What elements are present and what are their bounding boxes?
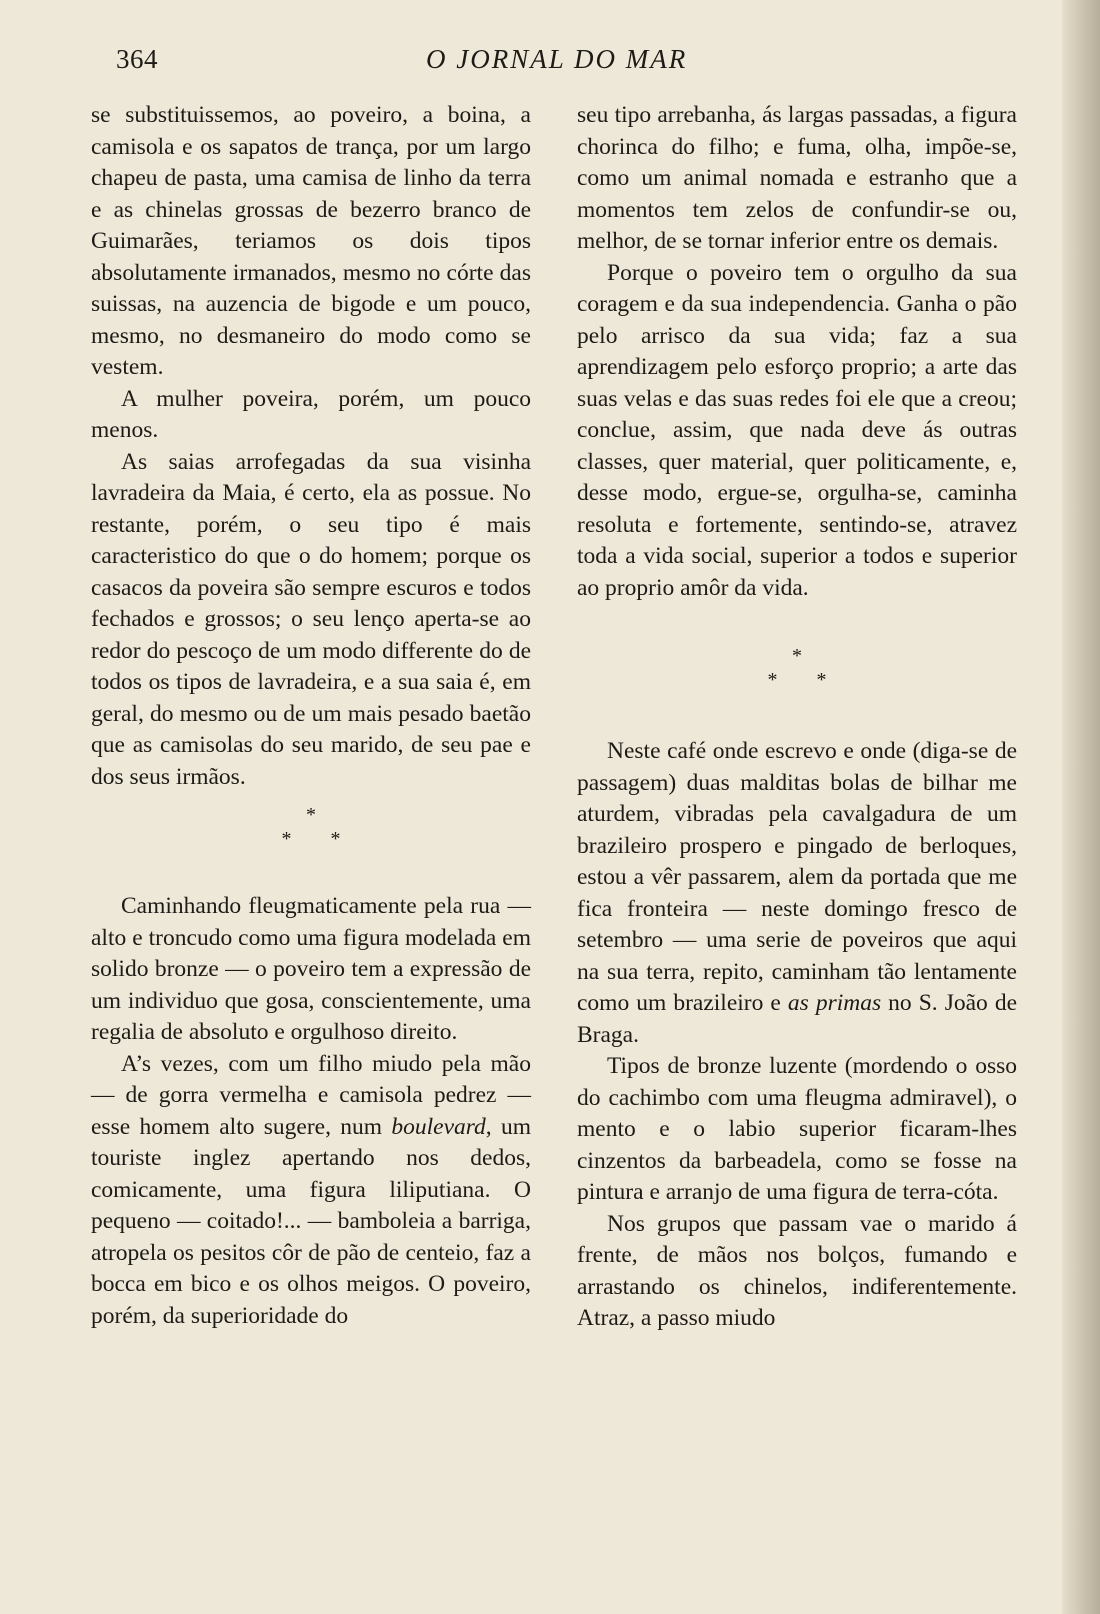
paragraph-text: Nos grupos que passam vae o marido á frente, de mãos nos bolços, fumando e arrastando os chinelos, indiferentemente. Atraz, a passo miudo [577,1210,1017,1331]
right-column [577,100,1017,1335]
paragraph-text: seu tipo arrebanha, ás largas passadas, a figura chorinca do filho; e fuma, olha, impõe-se, como um animal nomada e estranho que a momentos tem zelos de confundir-se ou, melhor, de se tornar inferior entre os demais. [577,102,1017,254]
paragraph [577,258,1017,605]
paragraph-text: se substituissemos, ao poveiro, a boina, a camisola e os sapatos de trança, por um largo chapeu de pasta, uma camisa de linho da terra e as chinelas grossas de bezerro branco de Guimarães, teriamos os dois tipos absolutamente irmanados, mesmo no córte das suissas, na auzencia de bigode e um pouco, mesmo, no desmaneiro do modo como se vestem. [91,102,531,380]
paragraph [577,100,1017,258]
left-column-paragraphs-after [91,891,531,1332]
paragraph [91,100,531,384]
asterism-bottom: * * [767,669,827,691]
section-break-asterism [577,644,1017,692]
left-column-paragraphs [91,100,531,793]
paragraph-text: , um touriste inglez apertando nos dedos, comicamente, uma figura liliputiana. O pequeno — coitado!... — bamboleia a barriga, atropela os pesitos côr de pão de centeio, faz a bocca em bico e os olhos meigos. O poveiro, porém, da superioridade do [91,1113,532,1329]
asterism-top: * [792,645,802,667]
paragraph-text: no S. João de Braga. [577,990,1018,1048]
paragraph [91,384,531,447]
paragraph [577,1209,1017,1335]
paragraph [91,447,531,794]
paragraph-text: A’s vezes, com um filho miudo pela mão — de gorra vermelha e camisola pedrez — esse homem alto sugere, num [91,1050,531,1140]
paragraph [577,1051,1017,1209]
italic-text: as primas [787,990,882,1016]
italic-text: boulevard [391,1113,486,1140]
paragraph [91,891,531,1049]
right-column-paragraphs-after [577,736,1017,1335]
right-column-paragraphs [577,100,1017,604]
paragraph-text: As saias arrofegadas da sua visinha lavradeira da Maia, é certo, ela as possue. No restante, porém, o seu tipo é mais caracteristico do que o do homem; porque os casacos da poveira são sempre escuros e todos fechados e grossos; o seu lenço aperta-se ao redor do pescoço de um modo differente do de todos os tipos de lavradeira, e a sua saia é, em geral, do mesmo ou de um mais pesado baetão que as camisolas do seu marido, de seu pae e dos seus irmãos. [91,448,531,790]
paragraph-text: Tipos de bronze luzente (mordendo o osso do cachimbo com uma fleugma admiravel), o mento e o labio superior ficaram-lhes cinzentos da barbeadela, como se fosse na pintura e arranjo de uma figura de terra-cóta. [577,1053,1017,1205]
paragraph [577,736,1017,1051]
paragraph-text: Neste café onde escrevo e onde (diga-se de passagem) duas malditas bolas de bilhar me aturdem, vibradas pela cavalgadura de um brazileiro prospero e pingado de berloques, estou a vêr passarem, alem da portada que me fica fronteira — neste domingo fresco de setembro — uma serie de poveiros que aqui na sua terra, repito, caminham tão lentamente como um brazileiro e [577,738,1017,1016]
page-header [116,44,1016,84]
asterism-bottom: * * [281,828,341,850]
paragraph-text: Caminhando fleugmaticamente pela rua — alto e troncudo como uma figura modelada em solido bronze — o poveiro tem a expressão de um individuo que gosa, conscientemente, uma regalia de absoluto e orgulhoso direito. [91,893,531,1045]
running-title: O JORNAL DO MAR [426,44,688,74]
page-number: 364 [116,44,158,74]
paragraph-text: Porque o poveiro tem o orgulho da sua coragem e da sua independencia. Ganha o pão pelo arrisco da sua vida; faz a sua aprendizagem pelo esforço proprio; a arte das suas velas e das suas redes foi ele que a creou; conclue, assim, que nada deve ás outras classes, quer material, quer politicamente, e, desse modo, ergue-se, orgulha-se, caminha resoluta e fortemente, sentindo-se, atravez toda a vida social, superior a todos e superior ao proprio amôr da vida. [577,259,1017,601]
paragraph [91,1049,531,1333]
asterism-top: * [306,804,316,826]
left-column [91,100,531,1332]
paragraph-text: A mulher poveira, porém, um pouco menos. [91,385,531,443]
page-edge-shadow [1062,0,1100,1614]
section-break-asterism [91,803,531,851]
